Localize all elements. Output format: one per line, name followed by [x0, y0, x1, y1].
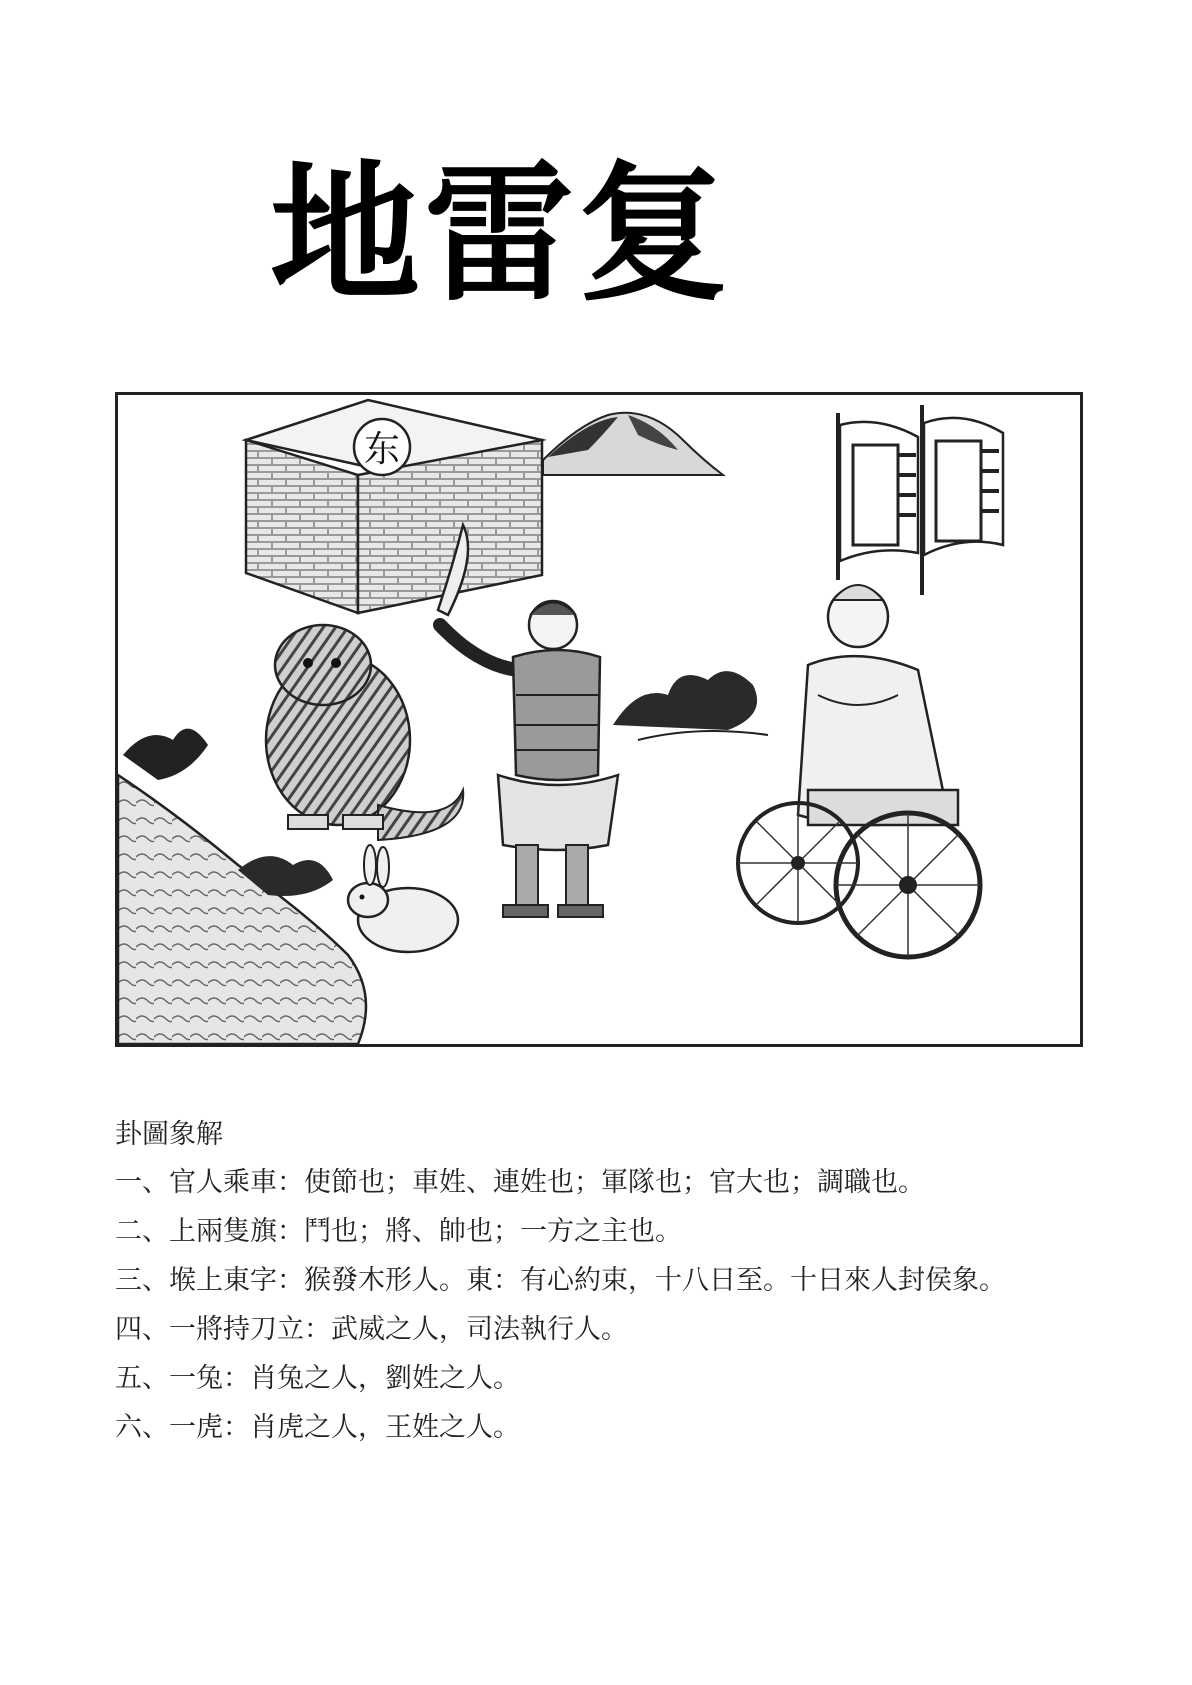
note-line-4: 四、一將持刀立：武威之人，司法執行人。: [115, 1314, 628, 1345]
note-line-3: 三、堠上東字：猴發木形人。東：有心約束，十八日至。十日來人封侯象。: [115, 1265, 1006, 1296]
page-title: 地雷复: [270, 148, 733, 322]
flags-drawing: [838, 405, 1003, 595]
tiger-drawing: [266, 625, 463, 840]
mountain-drawing: [543, 413, 723, 475]
mound-glyph: 东: [363, 429, 401, 470]
note-line-1: 一、官人乘車：使節也；車姓、連姓也；軍隊也；官大也；調職也。: [115, 1167, 925, 1198]
hexagram-illustration: [115, 392, 1083, 1047]
note-line-6: 六、一虎：肖虎之人，王姓之人。: [115, 1412, 520, 1443]
rabbit-drawing: [348, 845, 458, 952]
notes-section: [115, 1112, 1075, 1452]
notes-heading: 卦圖象解: [115, 1119, 223, 1150]
note-line-5: 五、一兔：肖兔之人，劉姓之人。: [115, 1363, 520, 1394]
brick-mound-drawing: [246, 400, 542, 613]
official-carriage-drawing: [738, 585, 980, 957]
shrub-drawing: [613, 671, 768, 740]
note-line-2: 二、上兩隻旗：鬥也；將、帥也；一方之主也。: [115, 1216, 682, 1247]
